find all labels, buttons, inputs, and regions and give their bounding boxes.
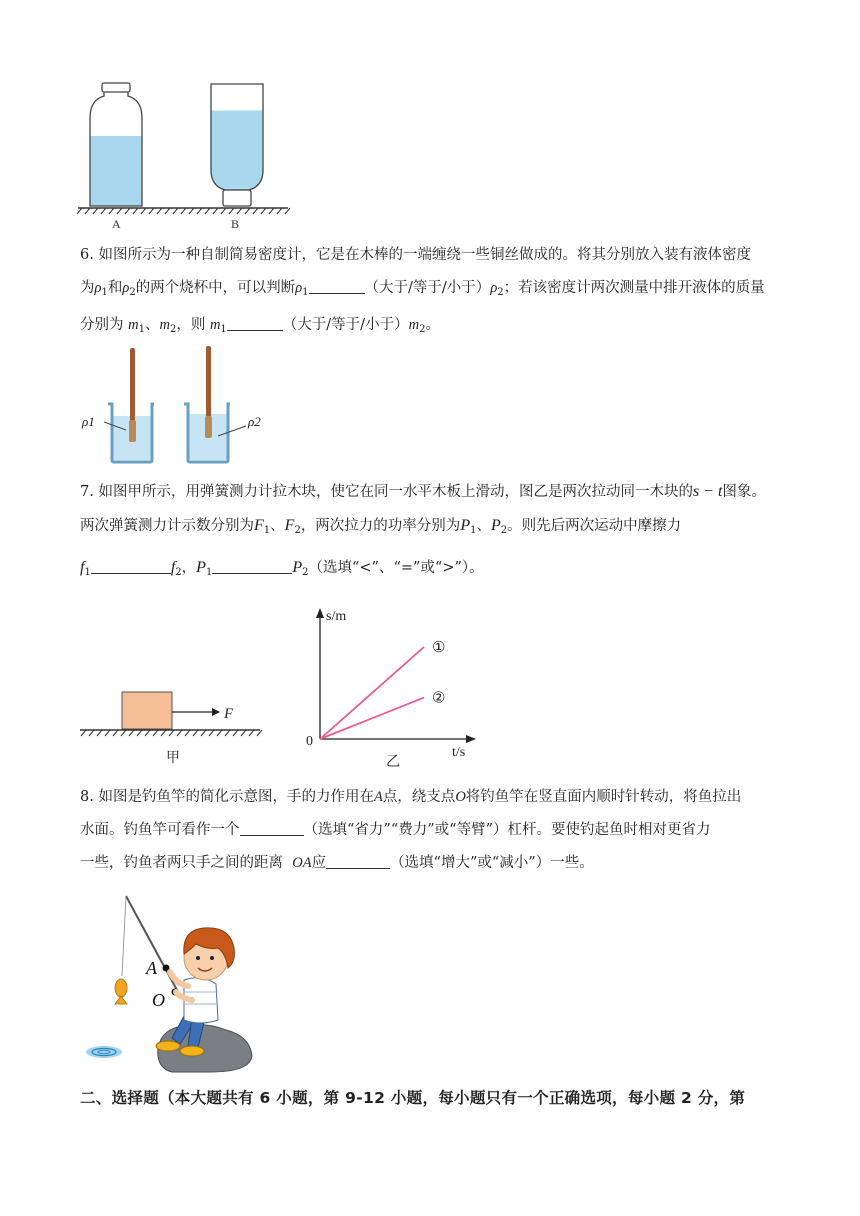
series-label-1: ① <box>432 640 446 656</box>
q8-line3: 一些，钓鱼者两只手之间的距离 OA应 （选填“增大”或“减小”）一些。 <box>80 855 594 871</box>
fish-icon <box>115 979 127 1004</box>
fishing-figure <box>80 888 260 1074</box>
q7-line1: 7. 如图甲所示，用弹簧测力计拉木块，使它在同一水平木板上滑动，图乙是两次拉动同一木块的s − t图象。 <box>80 483 766 500</box>
answer-blank-power[interactable] <box>212 559 292 574</box>
caption-jia: 甲 <box>166 751 180 766</box>
label-a: A <box>112 217 121 231</box>
bottles-figure <box>74 78 294 233</box>
label-o: O <box>152 990 165 1010</box>
beakers-figure <box>80 344 280 468</box>
question-6 <box>80 244 800 341</box>
bottle-b <box>211 84 263 206</box>
question-8 <box>80 786 800 875</box>
q8-line2: 水面。钓鱼竿可看作一个 （选填“省力”“费力”或“等臂”）杠杆。要使钓起鱼时相对更省力 <box>80 822 711 838</box>
q6-line2: 为$\rho_1$和$\rho_2$的两个烧杯中，可以判断$\rho_1$ （大于/等于/小于）$\rho_2$；若该密度计两次测量中排开液体的质量 <box>80 280 765 298</box>
beaker-2 <box>184 346 246 462</box>
answer-blank-lever[interactable] <box>240 821 304 836</box>
question-7 <box>80 480 800 584</box>
force-label: F <box>224 706 234 722</box>
label-b: B <box>231 217 240 231</box>
section-2-heading: 二、选择题（本大题共有 6 小题，第 9-12 小题，每小题只有一个正确选项，每小题 2 分，第 <box>80 1089 746 1107</box>
y-axis-label: s/m <box>326 609 347 624</box>
series-line-1 <box>320 647 424 739</box>
q7-line3: $f_1$ $f_2$，$P_1$ $P_2$（选填“<”、“=”或“>”）。 <box>80 559 484 578</box>
rho2-label: ρ2 <box>248 414 261 429</box>
series-line-2 <box>320 698 424 739</box>
q7-line2: 两次弹簧测力计示数分别为$F_1$、$F_2$，两次拉力的功率分别为$P_1$、$P_2$。则先后两次运动中摩擦力 <box>80 517 682 536</box>
q6-line1: 6. 如图所示为一种自制简易密度计，它是在木棒的一端缠绕一些铜丝做成的。将其分别放入装有液体密度 <box>80 247 751 263</box>
block-figure <box>78 684 268 770</box>
q6-line3: 分别为 $m_1$、$m_2$，则 $m_1$ （大于/等于/小于）$m_2$。 <box>80 317 440 335</box>
q8-line1: 8. 如图是钓鱼竿的简化示意图，手的力作用在A点，绕支点O将钓鱼竿在竖直面内顺时针转动，将鱼拉出 <box>80 789 742 805</box>
origin-label: 0 <box>306 734 313 749</box>
x-axis-label: t/s <box>452 745 466 760</box>
rho1-label: ρ1 <box>82 414 95 429</box>
caption-yi: 乙 <box>386 755 400 770</box>
water-ripple-icon <box>86 1046 122 1058</box>
answer-blank-mass[interactable] <box>227 316 283 331</box>
beaker-1 <box>104 348 154 462</box>
boy-illustration <box>156 928 252 1072</box>
answer-blank-friction[interactable] <box>91 559 171 574</box>
bottle-a <box>90 83 142 206</box>
series-label-2: ② <box>432 690 446 707</box>
answer-blank-oa[interactable] <box>326 854 390 869</box>
answer-blank-rho[interactable] <box>309 279 365 294</box>
st-chart <box>300 604 490 772</box>
label-a: A <box>146 958 157 978</box>
